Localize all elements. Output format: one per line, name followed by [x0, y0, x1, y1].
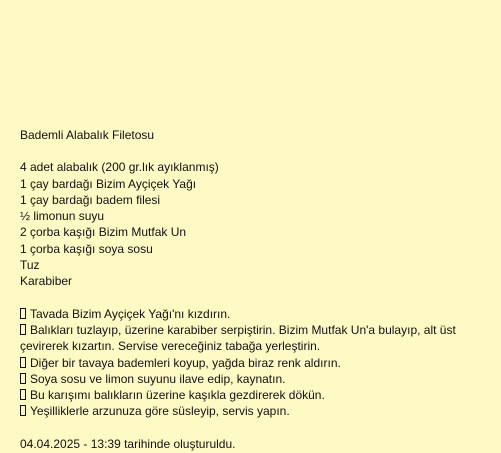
- ingredient-item: 1 çay bardağı badem filesi: [20, 192, 161, 207]
- missing-glyph-icon: [20, 357, 26, 368]
- step-item: [20, 306, 494, 322]
- ingredient-item: ½ limonun suyu: [20, 209, 105, 224]
- step-text: Balıkları tuzlayıp, üzerine karabiber serpiştirin. Bizim Mutfak Un'a bulayıp, alt üst çevirerek kızartın. Servise vereceğiniz tabağa yerleştirin.: [20, 322, 456, 354]
- ingredient-item: 1 çay bardağı Bizim Ayçiçek Yağı: [20, 176, 197, 191]
- missing-glyph-icon: [20, 308, 26, 319]
- recipe-document: [20, 127, 494, 452]
- missing-glyph-icon: [20, 389, 26, 400]
- recipe-title: Bademli Alabalık Filetosu: [20, 128, 155, 142]
- step-text: Bu karışımı balıkların üzerine kaşıkla gezdirerek dökün.: [30, 388, 325, 403]
- ingredient-list: [20, 159, 494, 289]
- missing-glyph-icon: [20, 405, 26, 416]
- step-list: [20, 306, 494, 420]
- step-text: Tavada Bizim Ayçiçek Yağı'nı kızdırın.: [30, 306, 231, 321]
- step-item: [20, 355, 494, 371]
- ingredient-item: 2 çorba kaşığı Bizim Mutfak Un: [20, 225, 187, 240]
- step-text: Soya sosu ve limon suyunu ilave edip, kaynatın.: [30, 371, 286, 386]
- step-item: [20, 403, 494, 419]
- step-text: Diğer bir tavaya bademleri koyup, yağda biraz renk aldırın.: [30, 355, 341, 370]
- step-item: [20, 371, 494, 387]
- ingredient-item: Karabiber: [20, 274, 73, 289]
- step-item: [20, 387, 494, 403]
- ingredient-item: 4 adet alabalık (200 gr.lık ayıklanmış): [20, 160, 219, 175]
- step-text: Yeşilliklerle arzunuza göre süsleyip, servis yapın.: [30, 404, 290, 419]
- missing-glyph-icon: [20, 324, 26, 335]
- created-timestamp: 04.04.2025 - 13:39 tarihinde oluşturuldu.: [20, 436, 236, 451]
- ingredient-item: 1 çorba kaşığı soya sosu: [20, 241, 153, 256]
- missing-glyph-icon: [20, 373, 26, 384]
- step-item: [20, 322, 494, 355]
- ingredient-item: Tuz: [20, 258, 40, 273]
